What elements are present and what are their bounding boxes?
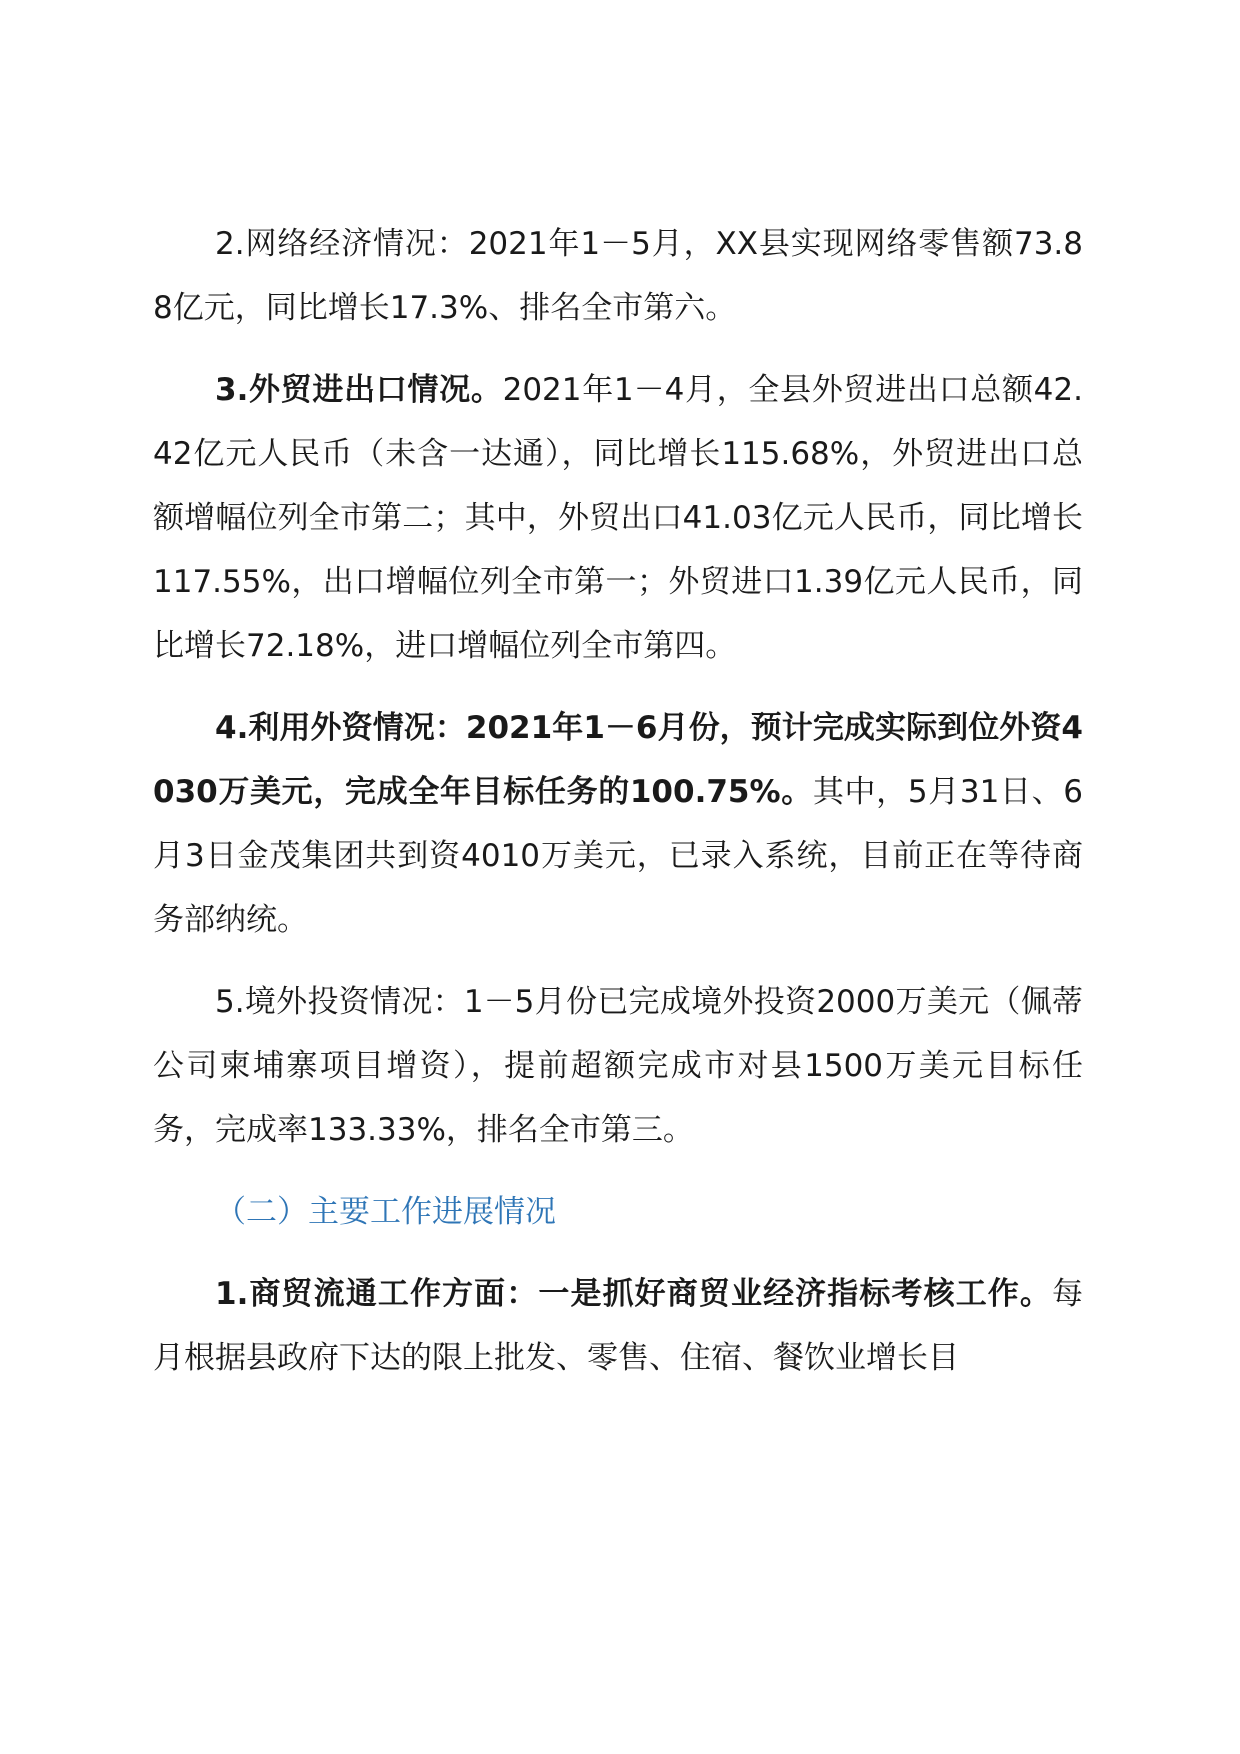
paragraph-text: 2021年1－4月，全县外贸进出口总额42.42亿元人民币（未含一达通），同比增长115.68%，外贸进出口总额增幅位列全市第二；其中，外贸出口41.03亿元人民币，同比增长117.55%，出口增幅位列全市第一；外贸进口1.39亿元人民币，同比增长72.18%，进口增幅位列全市第四。 — [153, 372, 1083, 664]
section-heading — [153, 1180, 1083, 1244]
paragraph-lead-bold: 4.利用外资情况：2021年1－6月份，预计完成实际到位外资4030万美元，完成全年目标任务的100.75%。 — [153, 710, 1083, 810]
paragraph-text: 每月根据县政府下达的限上批发、零售、住宿、餐饮业增长目 — [153, 1276, 1083, 1376]
paragraph-foreign-trade — [153, 358, 1083, 678]
document-page — [153, 212, 1083, 1390]
paragraph-overseas-investment — [153, 970, 1083, 1162]
paragraph-foreign-investment — [153, 696, 1083, 952]
paragraph-text: 2.网络经济情况：2021年1－5月，XX县实现网络零售额73.88亿元，同比增长17.3%、排名全市第六。 — [153, 226, 1083, 326]
paragraph-online-economy — [153, 212, 1083, 340]
paragraph-lead-bold: 3.外贸进出口情况。 — [215, 372, 503, 408]
section-heading-text: （二）主要工作进展情况 — [215, 1194, 556, 1230]
paragraph-text: 5.境外投资情况：1－5月份已完成境外投资2000万美元（佩蒂公司柬埔寨项目增资），提前超额完成市对县1500万美元目标任务，完成率133.33%，排名全市第三。 — [153, 984, 1083, 1148]
paragraph-text: 其中，5月31日、6月3日金茂集团共到资4010万美元，已录入系统，目前正在等待商务部纳统。 — [153, 774, 1083, 938]
paragraph-lead-bold: 1.商贸流通工作方面：一是抓好商贸业经济指标考核工作。 — [215, 1276, 1052, 1312]
paragraph-commerce-circulation — [153, 1262, 1083, 1390]
